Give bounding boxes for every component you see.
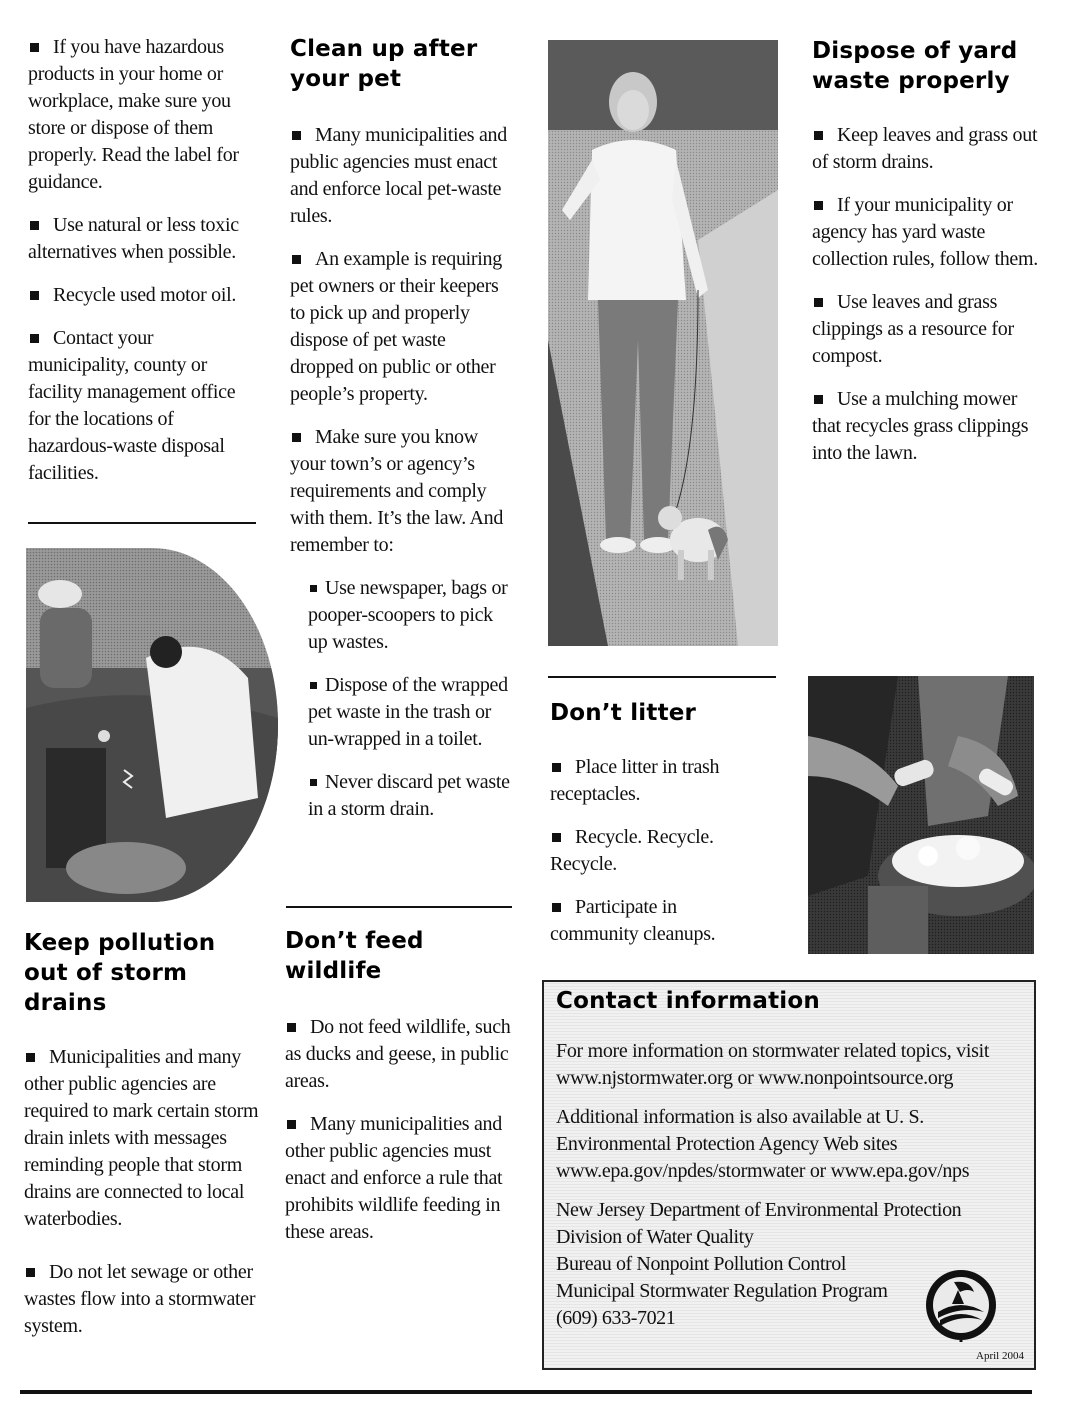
sub-list-item: Use newspaper, bags or pooper-scoopers to pick up wastes. xyxy=(308,577,508,653)
contact-information-box xyxy=(542,980,1036,1370)
storm-drain-marking-photo xyxy=(26,548,278,902)
bullet-square-icon xyxy=(26,1268,35,1277)
list-item: Recycle. Recycle. Recycle. xyxy=(550,826,714,875)
list-item: Recycle used motor oil. xyxy=(28,282,256,309)
bullet-square-icon xyxy=(552,903,561,912)
recycling-bottles-photo xyxy=(808,676,1034,954)
section-heading: Don’t feed wildlife xyxy=(285,928,424,984)
publication-date: April 2004 xyxy=(976,1350,1024,1362)
page-bottom-rule xyxy=(20,1390,1032,1394)
agency-line: Division of Water Quality xyxy=(556,1226,754,1248)
bullet-square-icon xyxy=(310,779,317,786)
pet-waste-section xyxy=(290,34,512,839)
storm-drain-section xyxy=(24,928,264,1356)
agency-line: Bureau of Nonpoint Pollution Control xyxy=(556,1253,847,1275)
yard-waste-section xyxy=(812,36,1040,483)
bullet-square-icon xyxy=(814,201,823,210)
bullet-square-icon xyxy=(292,433,301,442)
sub-list-item: Dispose of the wrapped pet waste in the trash or un-wrapped in a toilet. xyxy=(308,674,508,750)
contact-websites: For more information on stormwater related topics, visit www.njstormwater.org or www.nonpointsource.org xyxy=(556,1040,990,1089)
sub-list-item: Never discard pet waste in a storm drain. xyxy=(308,771,510,820)
section-heading: Clean up after your pet xyxy=(290,36,478,92)
section-divider xyxy=(548,676,776,678)
list-item: Contact your municipality, county or facility management office for the locations of hazardous-waste disposal facilities. xyxy=(28,327,236,484)
list-item: Many municipalities and other public agencies must enact and enforce a rule that prohibits wildlife feeding in these areas. xyxy=(285,1113,503,1243)
section-divider xyxy=(286,906,512,908)
bullet-square-icon xyxy=(552,763,561,772)
list-item: Many municipalities and public agencies must enact and enforce local pet-waste rules. xyxy=(290,124,507,227)
bullet-square-icon xyxy=(30,43,39,52)
bullet-square-icon xyxy=(26,1053,35,1062)
list-item: An example is requiring pet owners or their keepers to pick up and properly dispose of pet waste dropped on public or other people’s property. xyxy=(290,248,502,405)
agency-line: New Jersey Department of Environmental Protection xyxy=(556,1199,962,1221)
agency-line: Municipal Stormwater Regulation Program xyxy=(556,1280,888,1302)
list-item: Use natural or less toxic alternatives when possible. xyxy=(28,214,239,263)
section-heading: Keep pollution out of storm drains xyxy=(24,930,216,1016)
epa-websites: Additional information is also available at U. S. Environmental Protection Agency Web sites www.epa.gov/npdes/stormwater or www.epa.gov/nps xyxy=(556,1106,970,1182)
bullet-square-icon xyxy=(287,1120,296,1129)
bullet-square-icon xyxy=(814,395,823,404)
woman-walking-dog-photo xyxy=(548,40,778,646)
bullet-square-icon xyxy=(310,585,317,592)
list-item: Keep leaves and grass out of storm drains. xyxy=(812,124,1038,173)
list-item: Municipalities and many other public agencies are required to mark certain storm drain inlets with messages reminding people that storm drains are connected to local waterbodies. xyxy=(24,1046,259,1230)
wildlife-section xyxy=(285,926,517,1262)
list-item: If your municipality or agency has yard waste collection rules, follow them. xyxy=(812,194,1038,270)
bullet-square-icon xyxy=(287,1023,296,1032)
bullet-square-icon xyxy=(814,131,823,140)
hazardous-products-section xyxy=(28,34,256,503)
bullet-square-icon xyxy=(814,298,823,307)
section-divider xyxy=(28,522,256,524)
bullet-square-icon xyxy=(552,833,561,842)
bullet-square-icon xyxy=(30,291,39,300)
list-item: Do not feed wildlife, such as ducks and geese, in public areas. xyxy=(285,1016,511,1092)
list-item: Place litter in trash receptacles. xyxy=(550,756,720,805)
list-item: Use a mulching mower that recycles grass clippings into the lawn. xyxy=(812,388,1029,464)
list-item: Use leaves and grass clippings as a resource for compost. xyxy=(812,291,1014,367)
phone-number: (609) 633-7021 xyxy=(556,1307,676,1329)
list-item: Do not let sewage or other wastes flow into a stormwater system. xyxy=(24,1261,256,1337)
nj-dep-seal-icon xyxy=(924,1268,998,1342)
list-item: Make sure you know your town’s or agency’s requirements and comply with them. It’s the law. And remember to: xyxy=(290,426,504,556)
bullet-square-icon xyxy=(310,682,317,689)
litter-section xyxy=(550,698,750,964)
list-item: If you have hazardous products in your home or workplace, make sure you store or dispose of them properly. Read the label for guidance. xyxy=(28,36,239,193)
section-heading: Don’t litter xyxy=(550,700,697,726)
bullet-square-icon xyxy=(30,334,39,343)
bullet-square-icon xyxy=(292,131,301,140)
list-item: Participate in community cleanups. xyxy=(550,896,716,945)
section-heading: Contact information xyxy=(556,988,820,1014)
section-heading: Dispose of yard waste properly xyxy=(812,38,1018,94)
bullet-square-icon xyxy=(292,255,301,264)
bullet-square-icon xyxy=(30,221,39,230)
